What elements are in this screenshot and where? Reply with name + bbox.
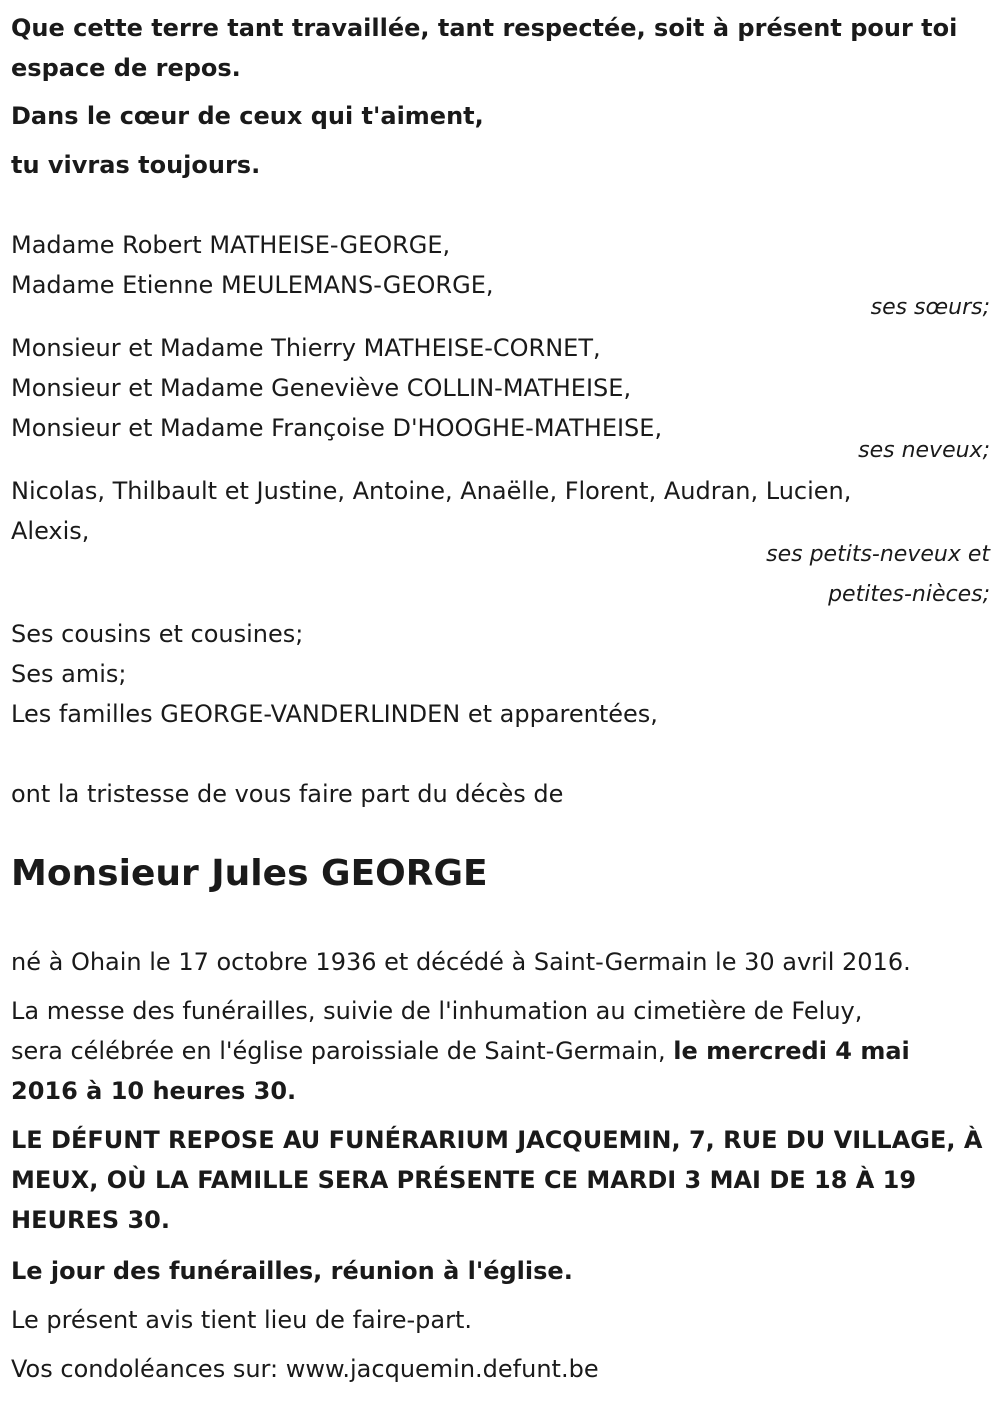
epitaph-line-4: tu vivras toujours. <box>11 151 261 179</box>
funerarium-line-3: HEURES 30. <box>11 1206 170 1234</box>
sister-name: Madame Robert MATHEISE-GEORGE, <box>11 231 451 259</box>
sister-name: Madame Etienne MEULEMANS-GEORGE, <box>11 271 494 299</box>
mass-line-2 <box>11 1031 910 1071</box>
nephew-name: Monsieur et Madame Geneviève COLLIN-MATHEISE, <box>11 374 632 402</box>
epitaph-line-1: Que cette terre tant travaillée, tant respectée, soit à présent pour toi <box>11 14 958 42</box>
deceased-name: Monsieur Jules GEORGE <box>11 853 488 894</box>
funerarium-line-2: MEUX, OÙ LA FAMILLE SERA PRÉSENTE CE MARDI 3 MAI DE 18 À 19 <box>11 1166 917 1194</box>
others-cousins: Ses cousins et cousines; <box>11 620 304 648</box>
mass-line-1: La messe des funérailles, suivie de l'inhumation au cimetière de Feluy, <box>11 997 863 1025</box>
announcement-text: ont la tristesse de vous faire part du décès de <box>11 780 564 808</box>
birth-death-text: né à Ohain le 17 octobre 1936 et décédé à Saint-Germain le 30 avril 2016. <box>11 948 911 976</box>
epitaph-line-3: Dans le cœur de ceux qui t'aiment, <box>11 102 484 130</box>
funerarium-line-1: LE DÉFUNT REPOSE AU FUNÉRARIUM JACQUEMIN, 7, RUE DU VILLAGE, À <box>11 1126 983 1154</box>
notice-text: Le présent avis tient lieu de faire-part. <box>11 1306 473 1334</box>
meeting-text: Le jour des funérailles, réunion à l'église. <box>11 1257 573 1285</box>
grandnephews-names-line-2: Alexis, <box>11 517 90 545</box>
nephew-name: Monsieur et Madame Françoise D'HOOGHE-MATHEISE, <box>11 414 663 442</box>
others-friends: Ses amis; <box>11 660 127 688</box>
condolences-text: Vos condoléances sur: www.jacquemin.defunt.be <box>11 1355 599 1383</box>
epitaph-line-2: espace de repos. <box>11 54 241 82</box>
grandnephews-role-line-1: ses petits-neveux et <box>766 542 990 567</box>
grandnephews-names-line-1: Nicolas, Thilbault et Justine, Antoine, Anaëlle, Florent, Audran, Lucien, <box>11 477 852 505</box>
grandnephews-role-line-2: petites-nièces; <box>828 582 990 607</box>
mass-date: le mercredi 4 mai <box>673 1037 910 1065</box>
nephew-name: Monsieur et Madame Thierry MATHEISE-CORNET, <box>11 334 601 362</box>
sisters-role: ses sœurs; <box>870 295 990 320</box>
mass-line-2-regular: sera célébrée en l'église paroissiale de Saint-Germain, <box>11 1037 674 1065</box>
others-families: Les familles GEORGE-VANDERLINDEN et apparentées, <box>11 700 658 728</box>
mass-line-3: 2016 à 10 heures 30. <box>11 1077 297 1105</box>
nephews-role: ses neveux; <box>858 438 990 463</box>
